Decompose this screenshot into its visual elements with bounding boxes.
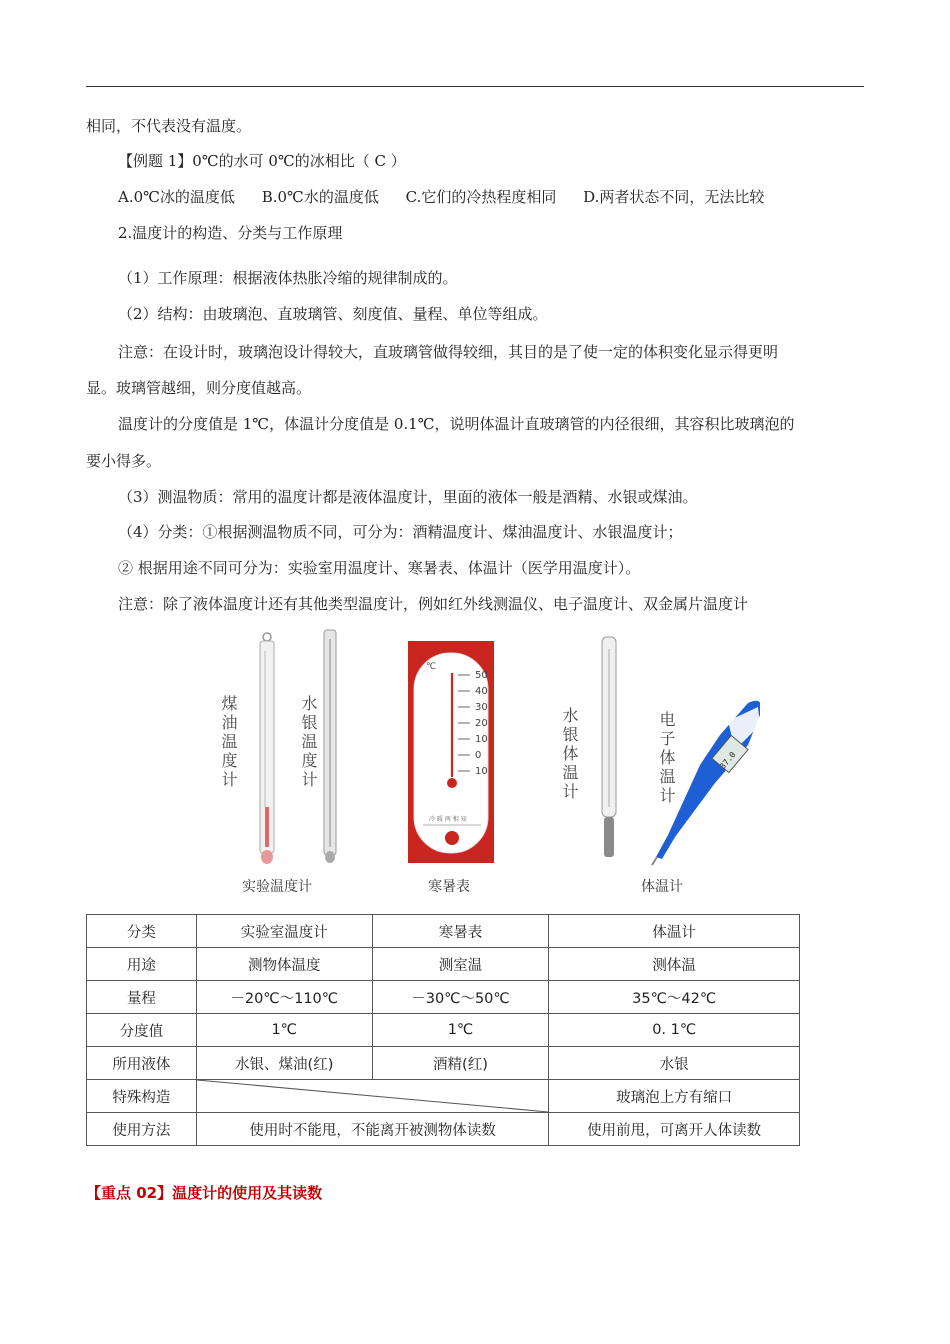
dial-unit: ℃ [426, 662, 437, 672]
caption-lab: 实验温度计 [242, 879, 312, 895]
clinical-thermometer-icon [602, 637, 616, 857]
label-mercury: 水银温度计 [299, 695, 318, 790]
option-d: D.两者状态不同，无法比较 [583, 188, 765, 206]
classification-2: ② 根据用途不同可分为：实验室用温度计、寒暑表、体温计（医学用温度计）。 [118, 559, 641, 577]
table-cell: 测物体温度 [196, 948, 372, 981]
principle: （1）工作原理：根据液体热胀冷缩的规律制成的。 [118, 269, 458, 287]
caption-body: 体温计 [641, 879, 683, 895]
paragraph-continuation: 相同，不代表没有温度。 [86, 117, 252, 135]
table-header-cell: 寒暑表 [372, 915, 549, 948]
dial-tick-label: 0 [475, 750, 482, 761]
row-label: 用途 [87, 948, 197, 981]
table-cell: 1℃ [196, 1014, 372, 1047]
classification-1: （4）分类：①根据测温物质不同，可分为：酒精温度计、煤油温度计、水银温度计； [118, 523, 683, 541]
kerosene-thermometer-icon [260, 633, 274, 864]
table-row [87, 948, 800, 981]
example-options [118, 187, 786, 207]
heading-2: 2.温度计的构造、分类与工作原理 [118, 224, 343, 242]
table-header-cell: 分类 [87, 915, 197, 948]
table-row [87, 1113, 800, 1146]
section-title: 【重点 02】温度计的使用及其读数 [86, 1184, 323, 1202]
table-cell: 0. 1℃ [549, 1014, 800, 1047]
note-1-line-b: 显。玻璃管越细，则分度值越高。 [86, 379, 312, 397]
dial-footer: 冷 暖 两 相 知 [429, 816, 467, 823]
table-cell: 玻璃泡上方有缩口 [549, 1080, 800, 1113]
row-label: 特殊构造 [87, 1080, 197, 1113]
table-cell: 1℃ [372, 1014, 549, 1047]
row-label: 使用方法 [87, 1113, 197, 1146]
caption-wall: 寒暑表 [428, 879, 470, 895]
dial-tick-label: 20 [475, 718, 488, 729]
row-label: 所用液体 [87, 1047, 197, 1080]
table-row [87, 1014, 800, 1047]
table-cell: 测室温 [372, 948, 549, 981]
table-cell: 使用时不能甩，不能离开被测物体读数 [196, 1113, 549, 1146]
label-electronic: 电子体温计 [657, 711, 676, 806]
diagonal-empty-cell [196, 1080, 549, 1113]
option-a: A.0℃冰的温度低 [118, 188, 235, 206]
table-cell: 测体温 [549, 948, 800, 981]
table-row [87, 1080, 800, 1113]
table-cell: 水银 [549, 1047, 800, 1080]
dial-tick-label: 50 [475, 670, 488, 681]
label-mercury-body: 水银体温计 [560, 707, 579, 802]
table-cell: 酒精(红) [372, 1047, 549, 1080]
note-2: 注意：除了液体温度计还有其他类型温度计，例如红外线测温仪、电子温度计、双金属片温度计 [118, 595, 749, 613]
thermometer-figure [200, 625, 760, 895]
comparison-table [86, 914, 800, 1146]
table-cell: 使用前甩，可离开人体读数 [549, 1113, 800, 1146]
row-label: 量程 [87, 981, 197, 1014]
option-c: C.它们的冷热程度相同 [405, 188, 557, 206]
division-line-a: 温度计的分度值是 1℃，体温计分度值是 0.1℃，说明体温计直玻璃管的内径很细，其容积比玻璃泡的 [118, 415, 795, 433]
digital-readout: 37.0 [718, 750, 738, 771]
table-header-cell: 实验室温度计 [196, 915, 372, 948]
label-kerosene: 煤油温度计 [219, 695, 238, 790]
header-rule [86, 86, 864, 87]
table-cell: －20℃～110℃ [196, 981, 372, 1014]
division-line-b: 要小得多。 [86, 452, 162, 470]
dial-tick-label: 40 [475, 686, 488, 697]
table-header-cell: 体温计 [549, 915, 800, 948]
table-cell: 35℃～42℃ [549, 981, 800, 1014]
note-1-line-a: 注意：在设计时，玻璃泡设计得较大，直玻璃管做得较细，其目的是了使一定的体积变化显示得更明 [118, 343, 779, 361]
table-row [87, 1047, 800, 1080]
dial-tick-label: 30 [475, 702, 488, 713]
table-cell: 水银、煤油(红) [196, 1047, 372, 1080]
dial-tick-label: 10 [475, 766, 488, 777]
dial-tick-label: 10 [475, 734, 488, 745]
table-row [87, 981, 800, 1014]
option-b: B.0℃水的温度低 [261, 188, 379, 206]
row-label: 分度值 [87, 1014, 197, 1047]
structure: （2）结构：由玻璃泡、直玻璃管、刻度值、量程、单位等组成。 [118, 305, 548, 323]
substance: （3）测温物质：常用的温度计都是液体温度计，里面的液体一般是酒精、水银或煤油。 [118, 488, 698, 506]
diagonal-line [197, 1080, 549, 1112]
table-cell: －30℃～50℃ [372, 981, 549, 1014]
example-question: 【例题 1】0℃的水可 0℃的冰相比（ C ） [118, 152, 406, 170]
table-header-row [87, 915, 800, 948]
mercury-thermometer-icon [324, 630, 336, 863]
